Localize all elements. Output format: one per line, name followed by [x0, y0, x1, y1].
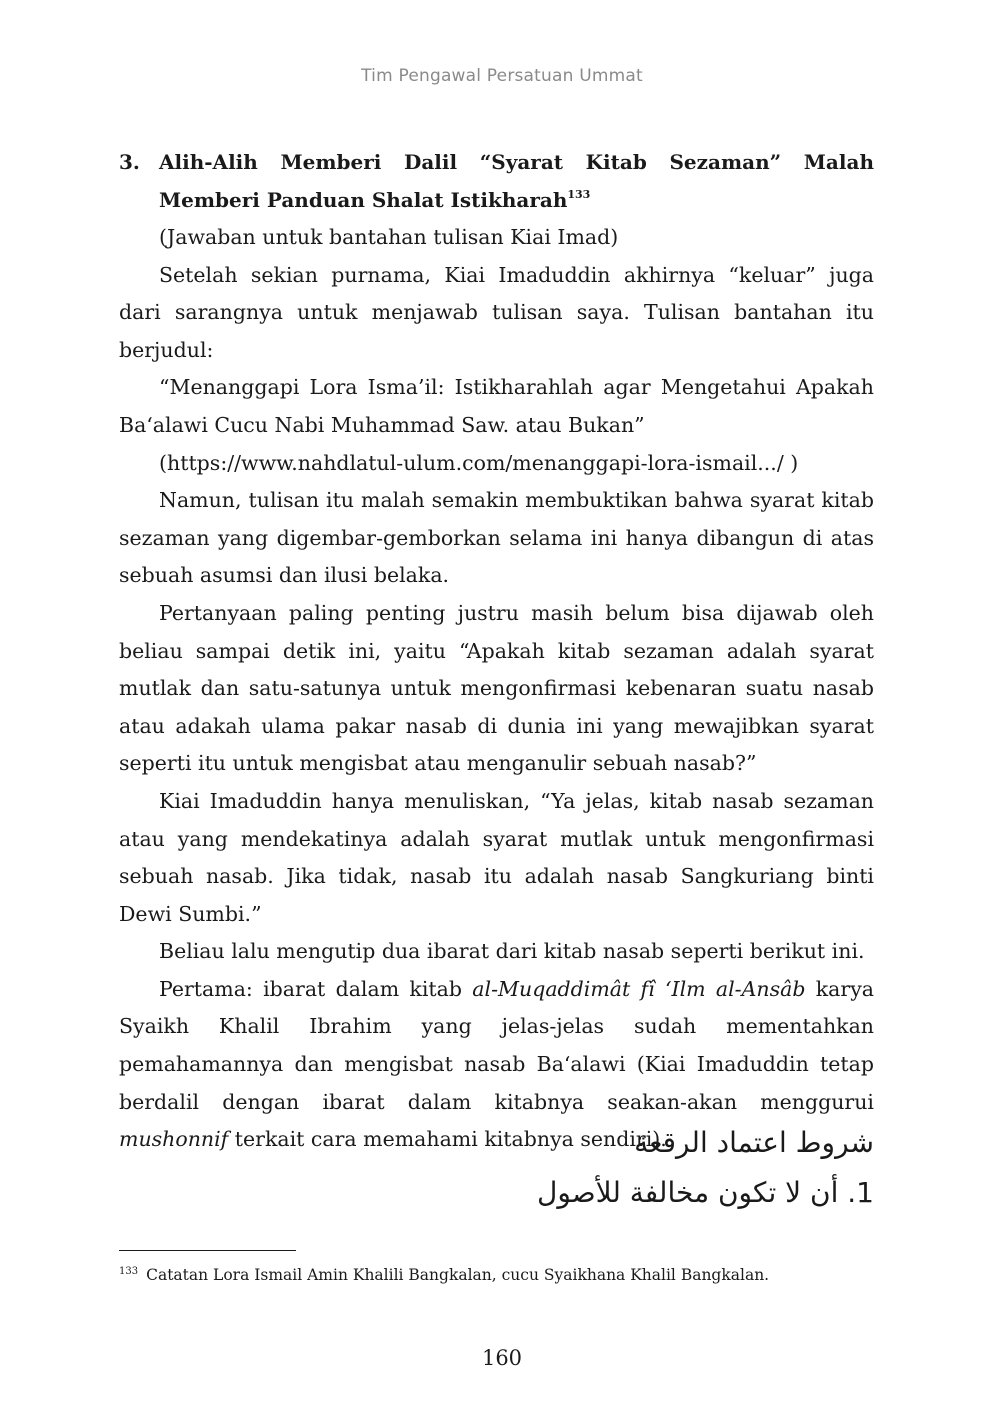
page-number: 160: [481, 1346, 523, 1370]
paragraph: Pertanyaan paling penting justru masih belum bisa dijawab oleh beliau sampai detik ini, yaitu “Apakah kitab sezaman adalah syarat mutlak dan satu-satunya untuk mengonfirmasi kebenaran suatu nasab atau adakah ulama pakar nasab di dunia ini yang mewajibkan syarat seperti itu untuk mengisbat atau menganulir sebuah nasab?”: [119, 600, 874, 776]
paragraph-quoted-title: “Menanggapi Lora Isma’il: Istikharahlah agar Mengetahui Apakah Ba‘alawi Cucu Nabi Muhammad Saw. atau Bukan”: [119, 375, 874, 437]
text-run: terkait cara memahami kitabnya sendiri).: [228, 1127, 667, 1152]
paragraph-url: (https://www.nahdlatul-ulum.com/menanggapi-lora-ismail.../ ): [159, 450, 799, 475]
footnote: [119, 1264, 879, 1286]
arabic-quote: [537, 1118, 874, 1218]
footnote-divider: [119, 1250, 296, 1251]
arabic-line-item: 1. أن لا تكون مخالفة للأصول: [537, 1176, 874, 1209]
arabic-line-heading: شروط اعتماد الرقعة: [634, 1126, 874, 1159]
footnote-reference[interactable]: 133: [567, 188, 591, 201]
footnote-marker: 133: [119, 1266, 139, 1277]
section-number: 3.: [119, 150, 140, 174]
paragraph: Namun, tulisan itu malah semakin membuktikan bahwa syarat kitab sezaman yang digembar-gemborkan selama ini hanya dibangun di atas sebuah asumsi dan ilusi belaka.: [119, 488, 874, 588]
running-header: Tim Pengawal Persatuan Ummat: [361, 66, 643, 86]
text-run: Pertama: ibarat dalam kitab: [159, 976, 473, 1001]
main-content: [119, 143, 874, 1159]
footnote-text: Catatan Lora Ismail Amin Khalili Bangkalan, cucu Syaikhana Khalil Bangkalan.: [146, 1266, 770, 1284]
paragraph: Kiai Imaduddin hanya menuliskan, “Ya jelas, kitab nasab sezaman atau yang mendekatinya adalah syarat mutlak untuk mengonfirmasi sebuah nasab. Jika tidak, nasab itu adalah nasab Sangkuriang binti Dewi Sumbi.”: [119, 788, 874, 926]
paragraph-subtitle: (Jawaban untuk bantahan tulisan Kiai Imad): [159, 225, 619, 249]
section-title: Alih-Alih Memberi Dalil “Syarat Kitab Sezaman” Malah Memberi Panduan Shalat Istikharah: [159, 150, 874, 212]
term-mushonnif: mushonnif: [119, 1127, 229, 1152]
text-run: karya Syaikh Khalil Ibrahim yang jelas-jelas sudah mementahkan pemahamannya dan mengisbat nasab Ba‘alawi (Kiai Imaduddin tetap berdalil dengan ibarat dalam kitabnya seakan-akan menggurui: [119, 976, 874, 1114]
section-title-wrap: [159, 143, 874, 219]
section-heading: [119, 143, 874, 219]
paragraph: Beliau lalu mengutip dua ibarat dari kitab nasab seperti berikut ini.: [159, 939, 865, 964]
paragraph: Setelah sekian purnama, Kiai Imaduddin akhirnya “keluar” juga dari sarangnya untuk menjawab tulisan saya. Tulisan bantahan itu berjudul:: [119, 262, 874, 362]
book-title: al-Muqaddimât fî ‘Ilm al-Ansâb: [472, 976, 806, 1001]
